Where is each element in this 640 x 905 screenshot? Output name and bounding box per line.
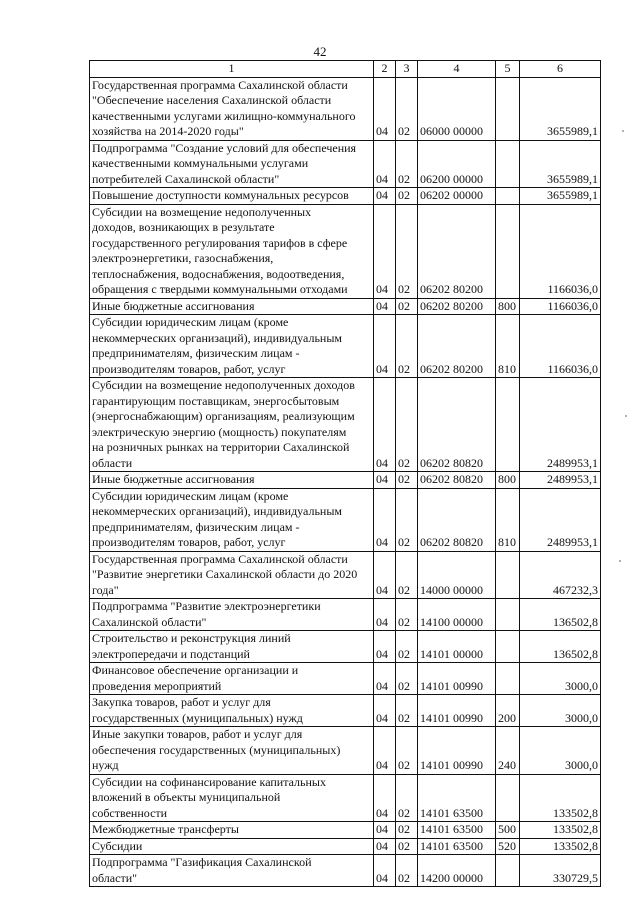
row-name-line: качественными коммунальными услугами — [92, 156, 309, 170]
row-name — [90, 188, 374, 205]
row-name — [90, 488, 374, 551]
row-name — [90, 472, 374, 489]
row-expense-type — [496, 774, 520, 822]
row-name — [90, 140, 374, 188]
row-name-line: Иные закупки товаров, работ и услуг для — [92, 727, 303, 741]
row-section: 04 — [374, 631, 396, 663]
row-section: 04 — [374, 315, 396, 378]
row-section: 04 — [374, 822, 396, 839]
row-amount: 3000,0 — [520, 695, 601, 727]
row-expense-type: 200 — [496, 695, 520, 727]
row-subsection: 02 — [396, 204, 418, 298]
row-amount: 133502,8 — [520, 774, 601, 822]
row-section: 04 — [374, 77, 396, 140]
row-name — [90, 838, 374, 855]
budget-table — [89, 60, 601, 887]
row-target-article: 06202 80200 — [418, 315, 496, 378]
row-name-line: государственного регулирования тарифов в сфере — [92, 235, 348, 250]
row-name — [90, 822, 374, 839]
table-row — [90, 315, 601, 378]
table-row — [90, 551, 601, 599]
header-row — [90, 61, 601, 78]
page-number: 42 — [313, 44, 327, 59]
row-name-line: на розничных рынках на территории Сахалинской — [92, 440, 350, 454]
row-name-line: Государственная программа Сахалинской области — [92, 77, 348, 92]
table-row — [90, 695, 601, 727]
row-section: 04 — [374, 188, 396, 205]
row-name-line: Финансовое обеспечение организации и — [92, 663, 299, 677]
row-expense-type: 800 — [496, 298, 520, 315]
row-name-line: доходов, возникающих в результате — [92, 220, 275, 234]
row-expense-type: 810 — [496, 488, 520, 551]
row-name-line: вложений в объекты муниципальной — [92, 790, 281, 804]
row-name-line: предпринимателям, физическим лицам - — [92, 346, 300, 360]
row-subsection: 02 — [396, 663, 418, 695]
row-subsection: 02 — [396, 822, 418, 839]
row-expense-type — [496, 204, 520, 298]
row-target-article: 06200 00000 — [418, 140, 496, 188]
table-row — [90, 599, 601, 631]
row-expense-type — [496, 599, 520, 631]
row-target-article: 14101 00990 — [418, 695, 496, 727]
row-name-line: некоммерческих организаций), индивидуальным — [92, 330, 342, 345]
row-amount: 467232,3 — [520, 551, 601, 599]
col-header: 5 — [496, 61, 520, 78]
row-name-line: Субсидии на возмещение недополученных доходов — [92, 378, 355, 392]
row-name-line: нужд — [92, 758, 119, 772]
row-expense-type — [496, 188, 520, 205]
row-subsection: 02 — [396, 551, 418, 599]
row-subsection: 02 — [396, 855, 418, 887]
row-name-line: гарантирующим поставщикам, энергосбытовым — [92, 393, 340, 408]
row-name — [90, 204, 374, 298]
row-name-line: проведения мероприятий — [92, 678, 222, 693]
row-target-article: 14000 00000 — [418, 551, 496, 599]
row-name-line: Государственная программа Сахалинской области — [92, 551, 348, 566]
row-name-line: области" — [92, 870, 138, 885]
row-section: 04 — [374, 298, 396, 315]
row-subsection: 02 — [396, 631, 418, 663]
row-amount: 3655989,1 — [520, 77, 601, 140]
row-amount: 1166036,0 — [520, 204, 601, 298]
row-target-article: 06202 80200 — [418, 204, 496, 298]
row-name-line: электропередачи и подстанций — [92, 646, 250, 661]
row-subsection: 02 — [396, 838, 418, 855]
row-name-line: Субсидии юридическим лицам (кроме — [92, 315, 289, 329]
row-name — [90, 315, 374, 378]
row-expense-type — [496, 551, 520, 599]
table-row — [90, 378, 601, 472]
row-name-line: Межбюджетные трансферты — [92, 822, 239, 836]
row-amount: 330729,5 — [520, 855, 601, 887]
row-subsection: 02 — [396, 298, 418, 315]
row-name-line: некоммерческих организаций), индивидуальным — [92, 504, 342, 518]
row-section: 04 — [374, 599, 396, 631]
row-name — [90, 378, 374, 472]
row-expense-type — [496, 663, 520, 695]
table-row — [90, 774, 601, 822]
row-target-article: 14101 00000 — [418, 631, 496, 663]
row-name-line: "Развитие энергетики Сахалинской области до 2020 — [92, 567, 358, 581]
row-name-line: (энергоснабжающим) организациям, реализующим — [92, 409, 355, 423]
row-name-line: Субсидии на возмещение недополученных — [92, 204, 312, 219]
row-target-article: 06202 80820 — [418, 472, 496, 489]
table-row — [90, 663, 601, 695]
table-row — [90, 488, 601, 551]
row-amount: 3655989,1 — [520, 140, 601, 188]
row-section: 04 — [374, 838, 396, 855]
row-expense-type: 800 — [496, 472, 520, 489]
row-subsection: 02 — [396, 77, 418, 140]
row-amount: 133502,8 — [520, 822, 601, 839]
table-row — [90, 77, 601, 140]
table-row — [90, 631, 601, 663]
row-name — [90, 774, 374, 822]
table-row — [90, 140, 601, 188]
row-name-line: потребителей Сахалинской области" — [92, 171, 280, 186]
row-target-article: 06000 00000 — [418, 77, 496, 140]
row-name — [90, 551, 374, 599]
row-expense-type: 240 — [496, 727, 520, 775]
row-amount: 2489953,1 — [520, 378, 601, 472]
scan-speck — [622, 130, 624, 132]
table-row — [90, 822, 601, 839]
col-header: 2 — [374, 61, 396, 78]
row-section: 04 — [374, 695, 396, 727]
row-amount: 2489953,1 — [520, 488, 601, 551]
row-amount: 1166036,0 — [520, 298, 601, 315]
row-amount: 3000,0 — [520, 663, 601, 695]
row-name — [90, 727, 374, 775]
row-expense-type: 520 — [496, 838, 520, 855]
row-name-line: Повышение доступности коммунальных ресурсов — [92, 188, 349, 202]
row-name — [90, 695, 374, 727]
col-header: 1 — [90, 61, 374, 78]
row-name-line: Подпрограмма "Создание условий для обеспечения — [92, 140, 357, 155]
row-expense-type: 810 — [496, 315, 520, 378]
row-subsection: 02 — [396, 695, 418, 727]
row-name — [90, 599, 374, 631]
row-name-line: производителям товаров, работ, услуг — [92, 535, 286, 549]
row-name-line: Сахалинской области" — [92, 614, 207, 629]
row-subsection: 02 — [396, 599, 418, 631]
row-name-line: области — [92, 455, 133, 470]
row-amount: 2489953,1 — [520, 472, 601, 489]
row-target-article: 14101 00990 — [418, 663, 496, 695]
row-name-line: Субсидии — [92, 838, 143, 853]
table-row — [90, 472, 601, 489]
col-header: 6 — [520, 61, 601, 78]
row-section: 04 — [374, 488, 396, 551]
row-section: 04 — [374, 727, 396, 775]
col-header: 3 — [396, 61, 418, 78]
row-subsection: 02 — [396, 315, 418, 378]
row-name-line: Подпрограмма "Развитие электроэнергетики — [92, 599, 321, 613]
row-name — [90, 663, 374, 695]
row-amount: 3655989,1 — [520, 188, 601, 205]
row-expense-type — [496, 855, 520, 887]
table-row — [90, 855, 601, 887]
row-name — [90, 77, 374, 140]
row-name-line: Иные бюджетные ассигнования — [92, 298, 255, 313]
row-name-line: качественными услугами жилищно-коммунального — [92, 108, 356, 123]
row-target-article: 06202 80820 — [418, 488, 496, 551]
row-target-article: 14100 00000 — [418, 599, 496, 631]
row-target-article: 06202 80820 — [418, 378, 496, 472]
row-amount: 1166036,0 — [520, 315, 601, 378]
row-subsection: 02 — [396, 727, 418, 775]
row-name-line: года" — [92, 582, 119, 597]
table-row — [90, 188, 601, 205]
row-section: 04 — [374, 378, 396, 472]
row-name-line: Субсидии на софинансирование капитальных — [92, 774, 326, 789]
row-name-line: обеспечения государственных (муниципальных) — [92, 742, 341, 757]
row-amount: 136502,8 — [520, 599, 601, 631]
table-row — [90, 727, 601, 775]
row-target-article: 06202 80200 — [418, 298, 496, 315]
row-name-line: обращения с твердыми коммунальными отходами — [92, 282, 348, 296]
table-row — [90, 838, 601, 855]
row-section: 04 — [374, 774, 396, 822]
row-name-line: собственности — [92, 805, 168, 820]
row-subsection: 02 — [396, 378, 418, 472]
row-expense-type — [496, 378, 520, 472]
col-header: 4 — [418, 61, 496, 78]
row-expense-type — [496, 631, 520, 663]
row-name — [90, 298, 374, 315]
row-name-line: Субсидии юридическим лицам (кроме — [92, 488, 289, 503]
row-target-article: 14101 63500 — [418, 838, 496, 855]
row-name-line: хозяйства на 2014-2020 годы" — [92, 124, 244, 138]
row-name-line: производителям товаров, работ, услуг — [92, 361, 286, 376]
row-section: 04 — [374, 855, 396, 887]
row-name — [90, 631, 374, 663]
row-name-line: Строительство и реконструкция линий — [92, 631, 291, 645]
row-target-article: 14101 63500 — [418, 774, 496, 822]
row-amount: 136502,8 — [520, 631, 601, 663]
table-row — [90, 298, 601, 315]
row-section: 04 — [374, 551, 396, 599]
row-name-line: "Обеспечение населения Сахалинской области — [92, 93, 332, 107]
row-expense-type: 500 — [496, 822, 520, 839]
row-target-article: 06202 00000 — [418, 188, 496, 205]
row-subsection: 02 — [396, 188, 418, 205]
row-name-line: теплоснабжения, водоснабжения, водоотведения, — [92, 266, 345, 281]
row-name-line: электроэнергетики, газоснабжения, — [92, 251, 274, 265]
row-amount: 133502,8 — [520, 838, 601, 855]
row-subsection: 02 — [396, 140, 418, 188]
table-row — [90, 204, 601, 298]
row-name-line: Подпрограмма "Газификация Сахалинской — [92, 855, 312, 869]
row-subsection: 02 — [396, 472, 418, 489]
row-target-article: 14200 00000 — [418, 855, 496, 887]
row-expense-type — [496, 77, 520, 140]
row-expense-type — [496, 140, 520, 188]
row-target-article: 14101 00990 — [418, 727, 496, 775]
row-name-line: электрическую энергию (мощность) покупателям — [92, 424, 347, 439]
row-subsection: 02 — [396, 774, 418, 822]
row-target-article: 14101 63500 — [418, 822, 496, 839]
row-name-line: Иные бюджетные ассигнования — [92, 472, 255, 486]
row-name-line: предпринимателям, физическим лицам - — [92, 519, 300, 534]
row-subsection: 02 — [396, 488, 418, 551]
scan-speck — [625, 415, 627, 417]
row-section: 04 — [374, 472, 396, 489]
row-section: 04 — [374, 663, 396, 695]
row-name-line: государственных (муниципальных) нужд — [92, 710, 303, 725]
scan-speck — [619, 560, 621, 562]
row-section: 04 — [374, 140, 396, 188]
row-name-line: Закупка товаров, работ и услуг для — [92, 695, 271, 709]
row-name — [90, 855, 374, 887]
row-amount: 3000,0 — [520, 727, 601, 775]
row-section: 04 — [374, 204, 396, 298]
